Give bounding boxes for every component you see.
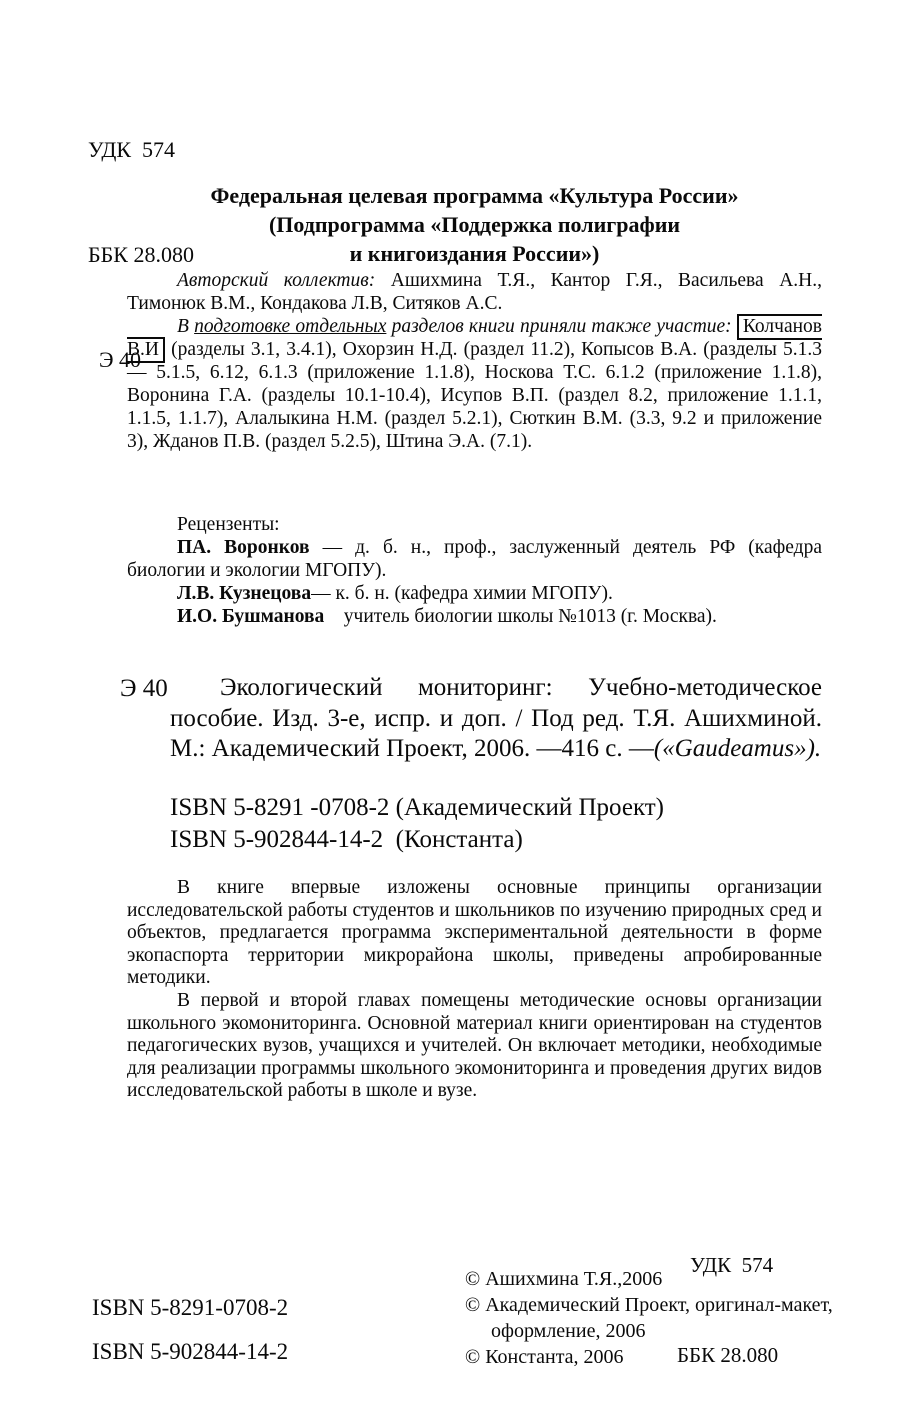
copyright-item bbox=[465, 1266, 837, 1292]
author-sign-code: Э 40 bbox=[99, 347, 142, 372]
catalog-entry bbox=[170, 673, 822, 765]
isbn-line-constanta: ISBN 5-902844-14-2 (Константа) bbox=[170, 825, 523, 853]
authors-label: Авторский коллектив: bbox=[177, 270, 376, 291]
bottom-isbn-1: ISBN 5-8291-0708-2 bbox=[92, 1295, 289, 1320]
udk-code: УДК 574 bbox=[88, 137, 176, 162]
reviewer-name: И.О. Бушманова bbox=[177, 606, 325, 627]
contributors-lead-underlined: подготовке отдельных bbox=[194, 316, 387, 337]
catalog-author-sign: Э 40 bbox=[120, 675, 168, 702]
bottom-isbn-2: ISBN 5-902844-14-2 bbox=[92, 1339, 289, 1364]
contributors-list: (разделы 3.1, 3.4.1), Охорзин Н.Д. (раздел 11.2), Копысов В.А. (разделы 5.1.3 — 5.1.5, 6.12, 6.1.3 (приложение 1.1.8), Носкова Т.С. 6.1.2 (приложение 1.1.8), Воронина Г.А. (разделы 10.1-10.4), Исупов В.П. (раздел 8.2, приложение 1.1.1, 1.1.5, 1.1.7), Алалыкина Н.М. (раздел 5.2.1), Сюткин В.М. (3.3, 9.2 и приложение 3), Жданов П.В. (раздел 5.2.5), Штина Э.А. (7.1). bbox=[127, 339, 822, 452]
reviewer-item bbox=[127, 605, 822, 628]
copyright-icon: © bbox=[465, 1346, 481, 1368]
catalog-entry-series: («Gaudeamus»). bbox=[653, 735, 822, 762]
contributors-paragraph bbox=[127, 315, 822, 453]
catalog-entry-main: Экологический мониторинг: Учебно-методическое пособие. Изд. 3-е, испр. и доп. / Под ред. Т.Я. Ашихминой. М.: Академический Проект, 2006. —416 с. — bbox=[170, 674, 822, 762]
reviewer-description: — д. б. н., проф., заслуженный деятель РФ (кафедра биологии и экологии МГОПУ). bbox=[127, 537, 822, 581]
contributors-lead-start: В bbox=[177, 316, 195, 337]
annotation-paragraph-1: В книге впервые изложены основные принципы организации исследовательской работы студентов и школьников по изучению природных сред и объектов, предлагается программа экспериментальной деятельности в форме экопаспорта территории микрорайона школы, приведены апробированные методики. bbox=[127, 877, 822, 989]
copyright-block bbox=[465, 1266, 837, 1370]
program-header-line-1: Федеральная целевая программа «Культура России» bbox=[210, 183, 739, 208]
authors-names: Ашихмина Т.Я., Кантор Г.Я., Васильева А.Н., Тимонюк В.М., Кондакова Л.В, Ситяков А.С. bbox=[127, 270, 822, 314]
bbk-code-bottom: ББК 28.080 bbox=[677, 1343, 779, 1367]
annotation-paragraph-2: В первой и второй главах помещены методические основы организации школьного экомониторинга. Основной материал книги ориентирован на студентов педагогических вузов, учащихся и учителей. Он включает методики, необходимые для реализации программы школьного экомониторинга и проведения других видов исследовательской работы в школе и вузе. bbox=[127, 989, 822, 1102]
copyright-icon: © bbox=[465, 1268, 481, 1290]
copyright-text: Академический Проект, оригинал-макет, оформление, 2006 bbox=[485, 1294, 833, 1342]
copyright-icon: © bbox=[465, 1294, 481, 1316]
udk-code-bottom: УДК 574 bbox=[690, 1253, 774, 1277]
contributors-lead-end: разделов книги приняли также участие: bbox=[386, 316, 737, 337]
contributors-lead bbox=[177, 316, 737, 337]
annotation-section bbox=[127, 877, 822, 1103]
reviewer-name: Л.В. Кузнецова bbox=[177, 583, 312, 604]
reviewer-item bbox=[127, 536, 822, 582]
copyright-text: Константа, 2006 bbox=[485, 1346, 624, 1368]
program-header-line-2: (Подпрограмма «Поддержка полиграфии bbox=[268, 212, 681, 237]
reviewer-item bbox=[127, 582, 822, 605]
authors-section bbox=[127, 269, 822, 453]
reviewers-label: Рецензенты: bbox=[177, 514, 280, 535]
reviewer-name: ПА. Воронков bbox=[177, 537, 310, 558]
copyright-item bbox=[465, 1344, 837, 1370]
bottom-isbn-block bbox=[92, 1295, 288, 1365]
reviewers-section bbox=[127, 513, 822, 628]
catalog-entry-text bbox=[170, 673, 822, 765]
copyright-item bbox=[465, 1292, 837, 1344]
copyright-text: Ашихмина Т.Я.,2006 bbox=[485, 1268, 663, 1290]
federal-program-header bbox=[127, 181, 822, 268]
authors-paragraph bbox=[127, 269, 822, 315]
isbn-line-academic-project: ISBN 5-8291 -0708-2 (Академический Проект) bbox=[170, 794, 665, 821]
program-header-line-3: и книгоиздания России») bbox=[349, 241, 600, 266]
bbk-code: ББК 28.080 bbox=[88, 242, 194, 267]
reviewer-description: учитель биологии школы №1013 (г. Москва). bbox=[324, 606, 717, 627]
boxed-contributor-name: Колчанов В.И bbox=[127, 314, 822, 363]
reviewer-description: — к. б. н. (кафедра химии МГОПУ). bbox=[311, 583, 613, 604]
catalog-isbn-block bbox=[170, 792, 664, 855]
